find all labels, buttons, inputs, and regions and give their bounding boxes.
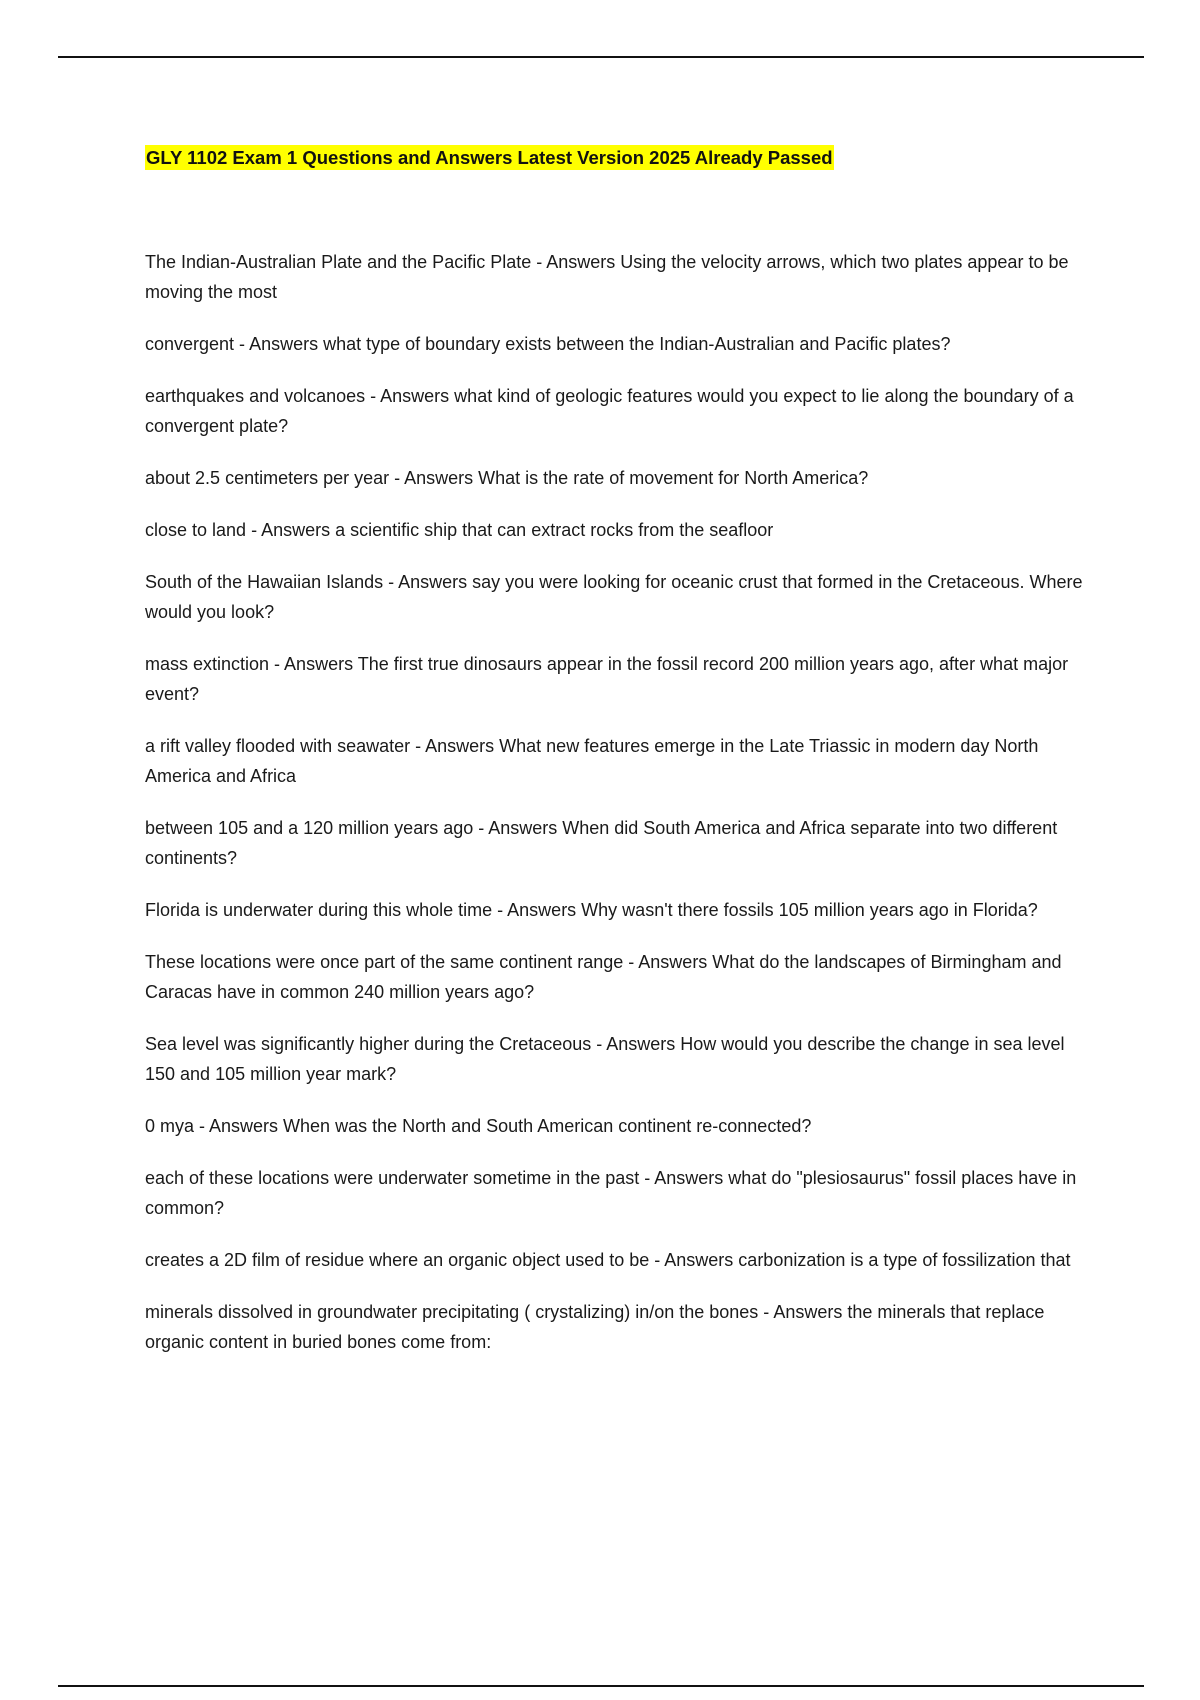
qa-item: convergent - Answers what type of boundary exists between the Indian-Australian and Pacific plates? xyxy=(145,334,951,354)
qa-item: earthquakes and volcanoes - Answers what kind of geologic features would you expect to lie along the boundary of a convergent plate? xyxy=(145,386,1074,436)
qa-item: Florida is underwater during this whole time - Answers Why wasn't there fossils 105 million years ago in Florida? xyxy=(145,900,1038,920)
qa-item: minerals dissolved in groundwater precipitating ( crystalizing) in/on the bones - Answers the minerals that replace organic content in buried bones come from: xyxy=(145,1302,1045,1352)
qa-item: between 105 and a 120 million years ago - Answers When did South America and Africa separate into two different continents? xyxy=(145,818,1058,868)
qa-item: about 2.5 centimeters per year - Answers What is the rate of movement for North America? xyxy=(145,468,869,488)
bottom-rule xyxy=(58,1685,1144,1687)
qa-item: mass extinction - Answers The first true dinosaurs appear in the fossil record 200 million years ago, after what major event? xyxy=(145,654,1069,704)
qa-item: South of the Hawaiian Islands - Answers say you were looking for oceanic crust that formed in the Cretaceous. Where would you look? xyxy=(145,572,1083,622)
qa-item: a rift valley flooded with seawater - Answers What new features emerge in the Late Triassic in modern day North America and Africa xyxy=(145,736,1039,786)
qa-item: close to land - Answers a scientific ship that can extract rocks from the seafloor xyxy=(145,520,774,540)
qa-item: The Indian-Australian Plate and the Pacific Plate - Answers Using the velocity arrows, which two plates appear to be moving the most xyxy=(145,252,1069,302)
qa-item: creates a 2D film of residue where an organic object used to be - Answers carbonization is a type of fossilization that xyxy=(145,1250,1071,1270)
qa-item: Sea level was significantly higher during the Cretaceous - Answers How would you describe the change in sea level 150 and 105 million year mark? xyxy=(145,1034,1065,1084)
qa-item: These locations were once part of the same continent range - Answers What do the landscapes of Birmingham and Caracas have in common 240 million years ago? xyxy=(145,952,1062,1002)
qa-item: each of these locations were underwater sometime in the past - Answers what do "plesiosaurus" fossil places have in common? xyxy=(145,1168,1077,1218)
title-block xyxy=(145,145,1140,171)
top-rule xyxy=(58,56,1144,58)
qa-list xyxy=(145,247,1090,1379)
qa-item: 0 mya - Answers When was the North and South American continent re-connected? xyxy=(145,1116,812,1136)
document-title: GLY 1102 Exam 1 Questions and Answers Latest Version 2025 Already Passed xyxy=(146,147,833,168)
